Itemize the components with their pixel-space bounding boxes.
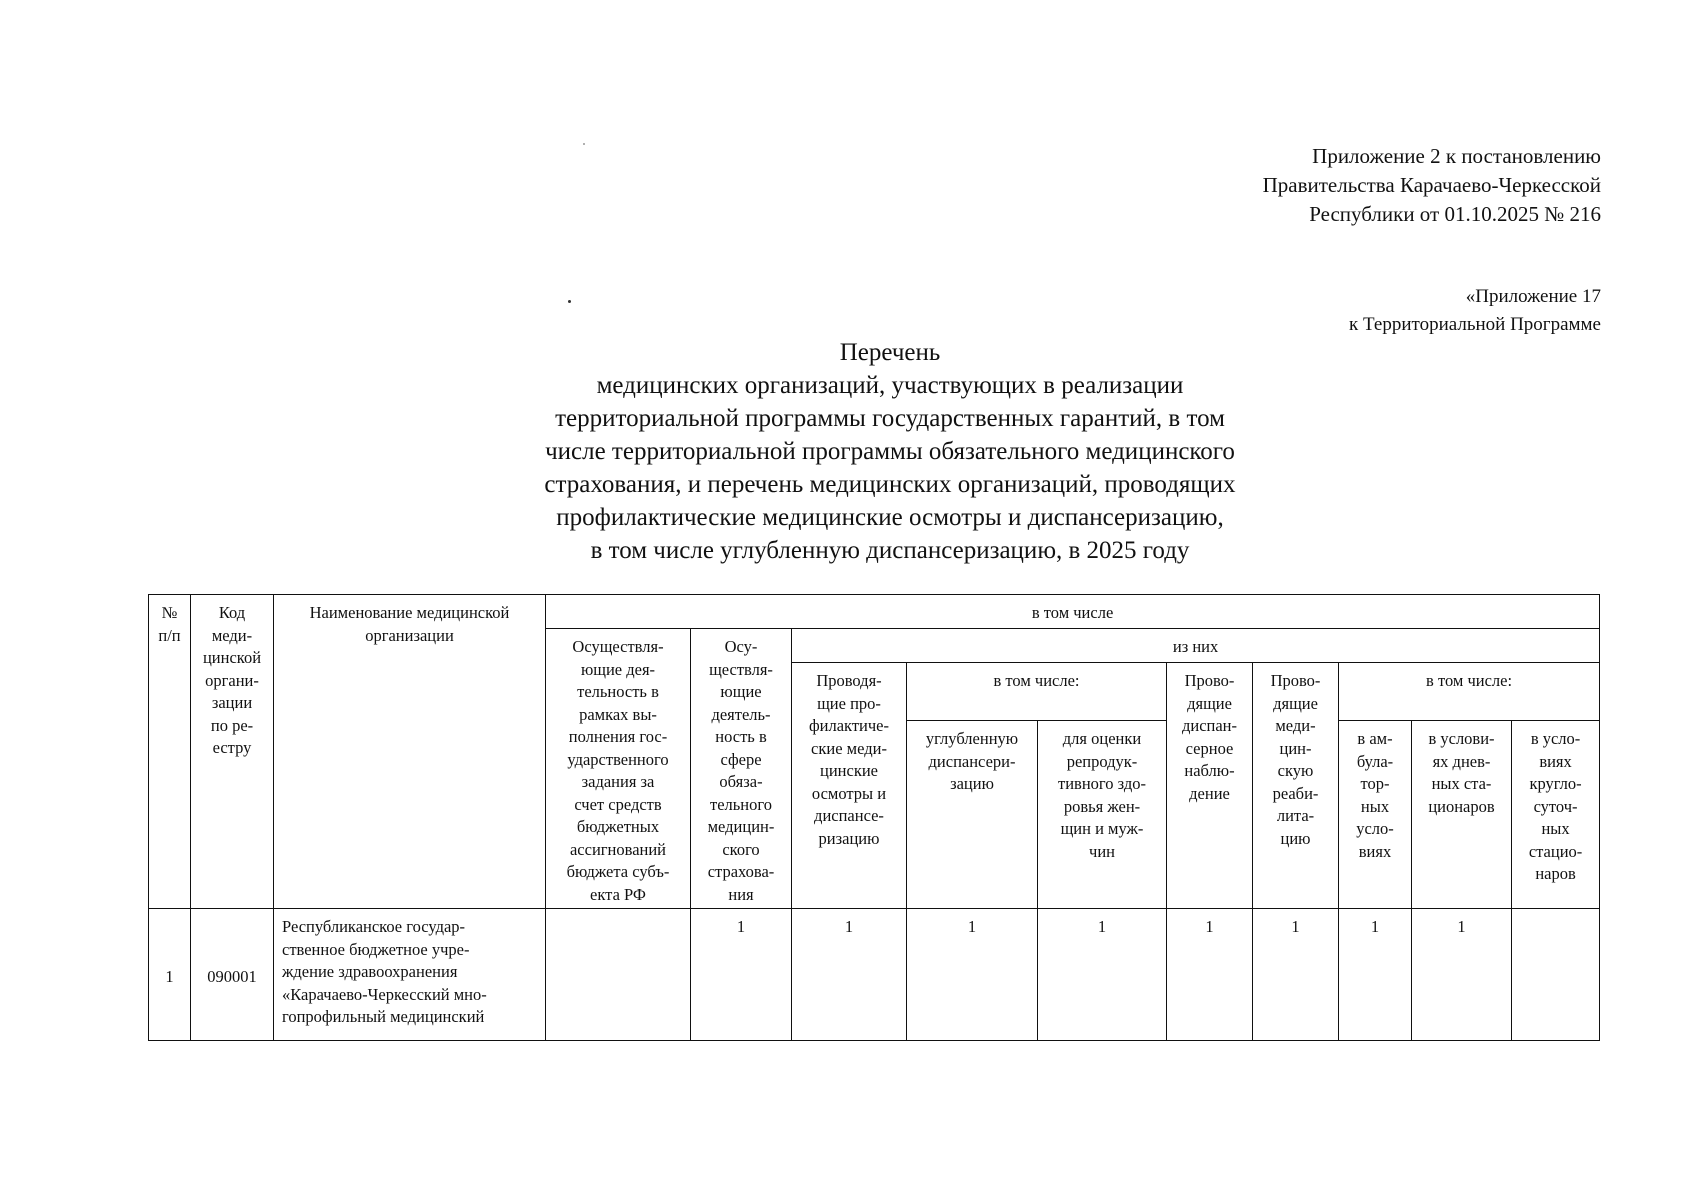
appendix-block xyxy=(1349,283,1601,339)
header-day: в услови- ях днев- ных ста- ционаров xyxy=(1412,721,1512,909)
cell-num: 1 xyxy=(149,909,191,1041)
appendix-line: к Территориальной Программе xyxy=(1349,314,1601,335)
cell-round xyxy=(1512,909,1600,1041)
header-row xyxy=(149,595,1600,629)
cell-state-task xyxy=(546,909,691,1041)
approval-line: Республики от 01.10.2025 № 216 xyxy=(1309,202,1601,226)
cell-day: 1 xyxy=(1412,909,1512,1041)
scan-speck xyxy=(568,300,571,303)
header-state-task: Осуществля- ющие дея- тельность в рамках вы- полнения гос- ударственного задания за счет средств бюджетных ассигнований бюджета субъ- екта РФ xyxy=(546,629,691,909)
document-title xyxy=(400,336,1380,567)
header-including: в том числе xyxy=(546,595,1600,629)
header-including-a: в том числе: xyxy=(907,663,1167,721)
header-prof: Проводя- щие про- филактиче- ские меди- цинские осмотры и диспансе- ризацию xyxy=(792,663,907,909)
header-round: в усло- виях кругло- суточ- ных стацио- наров xyxy=(1512,721,1600,909)
appendix-line: «Приложение 17 xyxy=(1465,286,1601,307)
approval-line: Приложение 2 к постановлению xyxy=(1312,144,1601,168)
cell-deep: 1 xyxy=(907,909,1038,1041)
title-line: в том числе углубленную диспансеризацию, в 2025 году xyxy=(590,537,1190,564)
scan-speck xyxy=(583,143,585,145)
title-line: страхования, и перечень медицинских организаций, проводящих xyxy=(544,471,1236,498)
title-line: медицинских организаций, участвующих в реализации xyxy=(596,372,1184,399)
cell-rehab: 1 xyxy=(1253,909,1339,1041)
table-row xyxy=(149,909,1600,1041)
title-line: территориальной программы государственных гарантий, в том xyxy=(555,405,1225,432)
cell-code: 090001 xyxy=(191,909,274,1041)
header-deep: углубленную диспансери- зацию xyxy=(907,721,1038,909)
title-line: Перечень xyxy=(839,339,941,366)
header-name: Наименование медицинской организации xyxy=(274,595,546,909)
cell-prof: 1 xyxy=(792,909,907,1041)
cell-oms: 1 xyxy=(691,909,792,1041)
approval-line: Правительства Карачаево-Черкесской xyxy=(1262,173,1601,197)
cell-disp: 1 xyxy=(1167,909,1253,1041)
header-repro: для оценки репродук- тивного здо- ровья жен- щин и муж- чин xyxy=(1038,721,1167,909)
header-disp: Прово- дящие диспан- серное наблю- дение xyxy=(1167,663,1253,909)
title-line: числе территориальной программы обязательного медицинского xyxy=(545,438,1235,465)
header-num: № п/п xyxy=(149,595,191,909)
title-line: профилактические медицинские осмотры и диспансеризацию, xyxy=(556,504,1224,531)
header-oms: Осу- ществля- ющие деятель- ность в сфере обяза- тельного медицин- ского страхова- ния xyxy=(691,629,792,909)
approval-block xyxy=(1263,142,1601,229)
header-code: Код меди- цинской органи- зации по ре- естру xyxy=(191,595,274,909)
header-of-them: из них xyxy=(792,629,1600,663)
cell-name: Республиканское государ- ственное бюджетное учре- ждение здравоохранения «Карачаево-Черкесский мно- гопрофильный медицинский xyxy=(274,909,546,1041)
header-amb: в ам- була- тор- ных усло- виях xyxy=(1339,721,1412,909)
organizations-table xyxy=(148,594,1600,1041)
header-including-b: в том числе: xyxy=(1339,663,1600,721)
cell-amb: 1 xyxy=(1339,909,1412,1041)
header-rehab: Прово- дящие меди- цин- скую реаби- лита- цию xyxy=(1253,663,1339,909)
cell-repro: 1 xyxy=(1038,909,1167,1041)
